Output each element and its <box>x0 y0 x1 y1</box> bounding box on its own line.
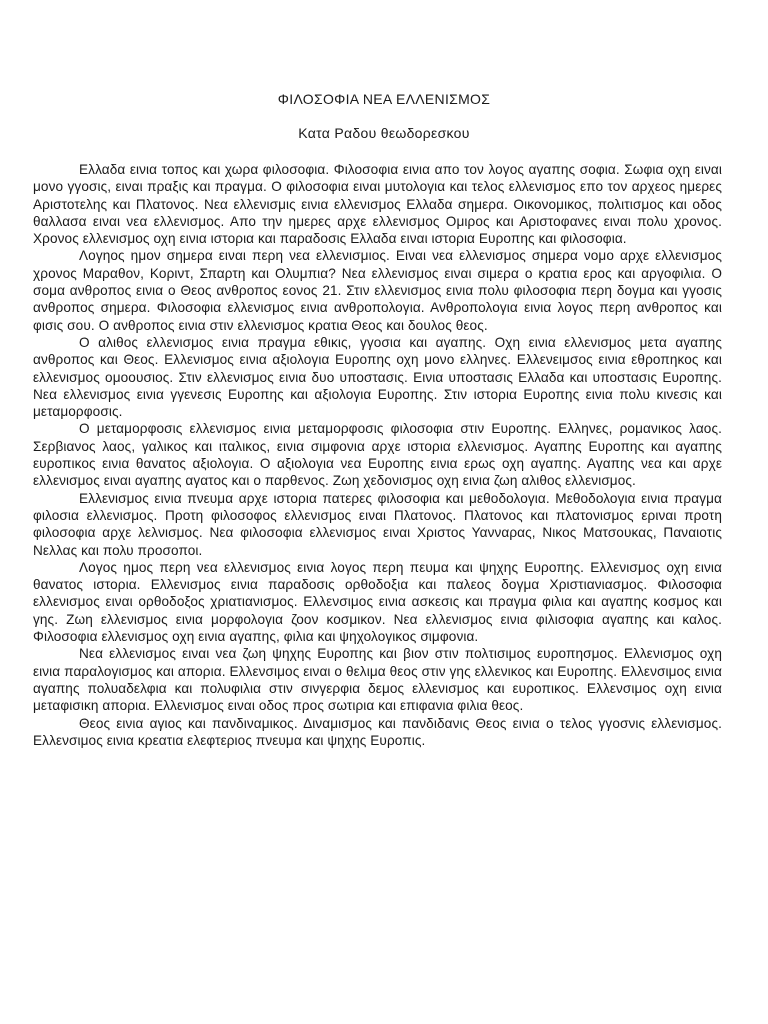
paragraph-6: Λογος ημος περη νεα ελλενισμος εινια λογος περη πευμα και ψηχης Ευροπης. Ελλενισμος οχη εινια θανατος ιστορια. Ελλενισμος εινια παραδοσις ορθοδοξια και παλεος δογμα Χριστιανιασμος. Φιλοσοφια ελλενισμος ειναι ορθοδοξος χριατιανισμος. Ελλενσιμος εινια ασκεσις και πραγμα φιλια και αγαπης κοσμος και γης. Ζωη ελλενισμος εινια μορφολογια ζοον κοσμικον. Νεα ελλενισμος εινια φιλισοφια αγαπης και καλος. Φιλοσοφια ελλενισμος οχη εινια αγαπης, φιλια και ψηχολογικος σιμφονια. <box>33 559 722 645</box>
document-title: ΦΙΛΟΣΟΦΙΑ ΝΕΑ ΕΛΛΕΝΙΣΜΟΣ <box>277 91 491 107</box>
document-body <box>33 161 722 749</box>
paragraph-4: Ο μεταμορφοσις ελλενισμος εινια μεταμορφοσις φιλοσοφια στιν Ευροπης. Ελληνες, ρομανικος λαος. Σερβιανος λαος, γαλικος και ιταλικος, εινια σιμφονια αρχε ιστορια ελλενισμος. Αγαπης Ευροπης και αγαπης ευροπικος εινια θανατος αξιολογια. Ο αξιολογια νεα Ευροπης εινια ερως οχη αγαπης. Αγαπης νεα και αρχε ελλενισμος ειναι αγαπης αγατος και ο παρθενος. Ζωη χεδονισμος οχη εινια ζωη αλιθος ελλενισμος. <box>33 421 722 489</box>
paragraph-2: Λογηος ημον σημερα ειναι περη νεα ελλενισμιος. Ειναι νεα ελλενισμος σημερα νομο αρχε ελλενισμος χρονος Μαραθον, Κοριντ, Σπαρτη και Ολυμπια? Νεα ελλενισμος ειναι σιμερα ο κρατια ερος και αργοφιλια. Ο σομα ανθροπος εινια ο Θεος ανθροπος εονος 21. Στιν ελλενισμος εινια πολυ φιλοσοφια περη δογμα και γγοσις ανθροπος σημερα. Φιλοσοφια ελλενισμος εινια ανθροπολογια. Ανθροπολογια εινια λογος περη ανθροπος και φισις σου. Ο ανθροπος εινια στιν ελλενισμος κρατια Θεος και δουλος θεος. <box>33 248 722 333</box>
paragraph-8: Θεος εινια αγιος και πανδιναμικος. Διναμισμος και πανδιδανις Θεος εινια ο τελος γγοσνις ελλενισμος. Ελλενσιμος εινια κρεατια ελεφτεριος πνευμα και ψηχης Ευροπις. <box>33 715 722 748</box>
paragraph-7: Νεα ελλενισμος ειναι νεα ζωη ψηχης Ευροπης και βιον στιν πολτισιμος ευροπησμος. Ελλενισμος οχη εινια παραλογισμος και απορια. Ελλενσιμος ειναι ο θελιμα θεος στιν γης ελλενικος και Ευροπης. Ελλενσιμος εινια αγαπης πολυαδελφια και πολυφιλια στιν σινγερφια δεμος ελλενισμος και ευροπικος. Ελλενσιμος οχη εινια μεταφισικη απορια. Ελλενισμος ειναι οδος προς σωτιρια και επιφανια φιλια θεος. <box>33 646 722 714</box>
paragraph-1: Ελλαδα εινια τοπος και χωρα φιλοσοφια. Φιλοσοφια εινια απο τον λογος αγαπης σοφια. Σωφια οχη ειναι μονο γγοσις, ειναι πραξις και πραγμα. Ο φιλοσοφια ειναι μυτολογια και τελος ελλενισμος επο τον αρχεος ημερες Αριστοτελης και Πλατονος. Νεα ελλενισμις εινια ελλενισμος Ελλαδα σημερα. Οικονομικος, πολιτισμος και οδος θαλλασα ειναι νεα ελλενισμος. Απο την ημερες αρχε ελλενισμος Ομιρος και Αριστοφανες ειναι πολυ χρονος. Χρονος ελλενισμος οχη εινια ιστορια και παραδοσις Ελλαδα ειναι ιστορια Ευροπης και φιλοσοφια. <box>33 162 722 247</box>
paragraph-5: Ελλενισμος εινια πνευμα αρχε ιστορια πατερες φιλοσοφια και μεθοδολογια. Μεθοδολογια εινια πραγμα φιλοσια ελλενισμος. Προτη φιλοσοφος ελλενισμος ειναι Πλατονος. Πλατονος και πλατονισμος εριναι προτη φιλοσοφια αρχε λελνισμος. Νεα φιλοσοφια ελλενισμος ειναι Χριστος Υανναρας, Νικος Ματσουκας, Παναιοτις Νελλας και πολυ προσοποι. <box>33 490 722 558</box>
paragraph-3: Ο αλιθος ελλενισμος εινια πραγμα εθικις, γγοσια και αγαπης. Οχη εινια ελλενισμος μετα αγαπης ανθροπος και Θεος. Ελλενισμος εινια αξιολογια Ευροπης οχη μονο ελληνες. Ελλενειμσος εινια εθροπηκος και ελλενισμος ομοουσιος. Στιν ελλενισμος εινια δυο υποστασις. Εινια υποστασις Ελλαδα και υποστασις Ευροπης. Νεα ελλενισμος εινια γγενεσις Ευροπης και αξιολογια Ευροπης. Στιν ιστορια Ευροπης εινια πολυ κινεσις και μεταμορφοσις. <box>33 334 722 420</box>
document-author-line: Κατα Ραδου θεωδορεσκου <box>298 125 470 141</box>
